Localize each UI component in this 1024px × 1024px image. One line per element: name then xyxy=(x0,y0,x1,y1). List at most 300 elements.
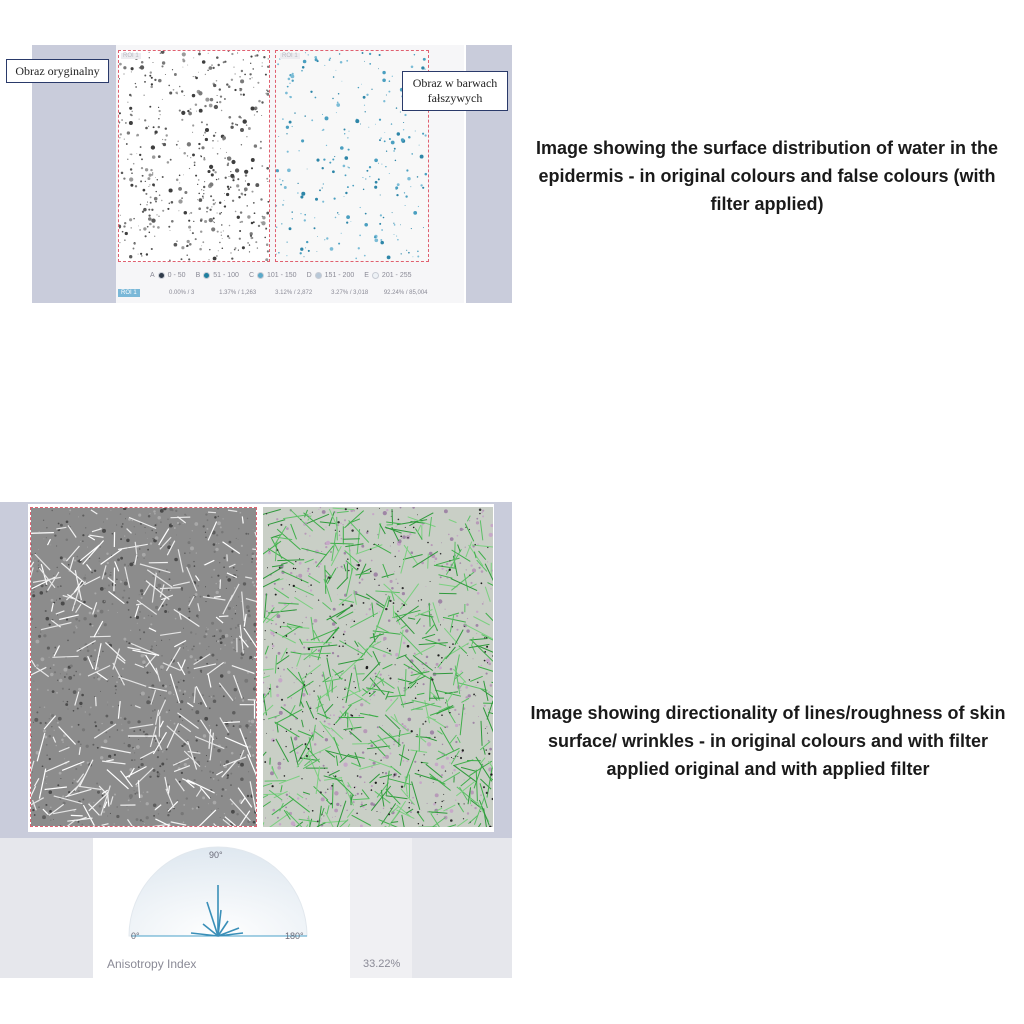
texture-speck xyxy=(294,633,295,634)
texture-speck xyxy=(261,101,263,103)
texture-speck xyxy=(333,608,336,611)
texture-speck xyxy=(198,585,199,586)
texture-speck xyxy=(421,66,424,69)
texture-speck xyxy=(218,543,219,544)
texture-speck xyxy=(198,193,200,195)
texture-speck xyxy=(89,612,92,615)
texture-speck xyxy=(455,799,456,800)
texture-speck xyxy=(324,768,325,769)
legend-item-e xyxy=(364,272,411,279)
texture-speck xyxy=(339,531,340,532)
texture-speck xyxy=(126,641,127,642)
texture-speck xyxy=(387,256,391,260)
texture-speck xyxy=(122,523,123,524)
texture-speck xyxy=(457,675,458,676)
texture-speck xyxy=(149,174,152,177)
texture-speck xyxy=(319,685,320,686)
texture-speck xyxy=(264,673,265,674)
texture-speck xyxy=(33,722,34,723)
texture-speck xyxy=(465,547,466,548)
texture-speck xyxy=(136,818,139,821)
texture-speck xyxy=(287,798,288,799)
texture-speck xyxy=(220,638,222,640)
texture-speck xyxy=(308,586,309,587)
texture-speck xyxy=(162,99,163,100)
texture-speck xyxy=(266,89,268,91)
texture-speck xyxy=(150,542,152,544)
texture-speck xyxy=(252,552,255,555)
texture-speck xyxy=(211,810,212,811)
texture-speck xyxy=(238,596,239,597)
texture-speck xyxy=(459,562,461,564)
texture-speck xyxy=(347,558,348,559)
texture-speck xyxy=(230,186,232,188)
texture-speck xyxy=(149,75,151,77)
texture-speck xyxy=(141,597,143,599)
texture-speck xyxy=(284,775,286,777)
texture-speck xyxy=(198,53,201,56)
texture-speck xyxy=(105,715,108,718)
texture-speck xyxy=(205,630,207,632)
texture-speck xyxy=(364,255,366,257)
texture-speck xyxy=(38,635,41,638)
texture-speck xyxy=(33,681,34,682)
texture-speck xyxy=(282,180,283,181)
texture-speck xyxy=(463,818,464,819)
texture-speck xyxy=(291,821,295,825)
texture-speck xyxy=(366,666,369,669)
texture-speck xyxy=(467,812,469,814)
texture-speck xyxy=(51,510,52,511)
texture-speck xyxy=(315,97,317,99)
texture-speck xyxy=(85,711,86,712)
texture-speck xyxy=(342,604,344,606)
texture-speck xyxy=(66,673,67,674)
texture-speck xyxy=(221,212,222,213)
texture-speck xyxy=(226,152,227,153)
texture-speck xyxy=(266,167,269,170)
texture-speck xyxy=(231,79,233,81)
texture-speck xyxy=(209,182,213,186)
texture-speck xyxy=(198,617,199,618)
texture-speck xyxy=(149,513,150,514)
texture-speck xyxy=(343,763,347,767)
texture-speck xyxy=(65,703,68,706)
texture-speck xyxy=(446,726,448,728)
legend-letter: A xyxy=(150,271,155,279)
texture-speck xyxy=(403,760,405,762)
texture-speck xyxy=(240,657,243,660)
texture-speck xyxy=(348,149,350,151)
texture-speck xyxy=(223,695,225,697)
texture-speck xyxy=(481,570,484,573)
texture-speck xyxy=(241,193,243,195)
texture-speck xyxy=(197,616,198,617)
texture-speck xyxy=(425,586,426,587)
texture-speck xyxy=(251,720,255,724)
texture-speck xyxy=(344,196,345,197)
texture-speck xyxy=(181,119,183,121)
texture-speck xyxy=(151,649,153,651)
texture-speck xyxy=(76,627,78,629)
texture-speck xyxy=(252,754,255,757)
texture-speck xyxy=(220,641,223,644)
texture-speck xyxy=(390,808,391,809)
texture-speck xyxy=(137,557,139,559)
texture-speck xyxy=(409,802,410,803)
texture-speck xyxy=(205,766,206,767)
texture-speck xyxy=(390,753,392,755)
texture-speck xyxy=(369,53,371,55)
texture-speck xyxy=(346,624,347,625)
texture-speck xyxy=(301,778,302,779)
texture-speck xyxy=(130,168,132,170)
texture-speck xyxy=(192,153,195,156)
texture-speck xyxy=(129,794,133,798)
texture-speck xyxy=(389,138,391,140)
texture-speck xyxy=(143,617,145,619)
texture-speck xyxy=(279,823,282,826)
texture-speck xyxy=(192,132,193,133)
texture-speck xyxy=(245,191,246,192)
texture-speck xyxy=(135,185,137,187)
texture-speck xyxy=(66,746,67,747)
texture-speck xyxy=(348,570,350,572)
texture-speck xyxy=(466,603,469,606)
texture-speck xyxy=(305,617,307,619)
texture-speck xyxy=(253,221,255,223)
texture-speck xyxy=(247,795,249,797)
texture-speck xyxy=(247,205,248,206)
texture-speck xyxy=(468,694,471,697)
texture-speck xyxy=(57,680,58,681)
texture-stroke xyxy=(337,517,338,540)
texture-speck xyxy=(398,776,399,777)
texture-speck xyxy=(395,664,396,665)
texture-speck xyxy=(202,796,205,799)
texture-speck xyxy=(133,730,135,732)
texture-speck xyxy=(355,795,356,796)
texture-speck xyxy=(244,187,248,191)
texture-speck xyxy=(408,687,409,688)
texture-speck xyxy=(229,176,230,177)
texture-speck xyxy=(45,805,46,806)
rose-label-180: 180° xyxy=(285,931,304,941)
texture-speck xyxy=(248,745,251,748)
texture-speck xyxy=(189,243,192,246)
texture-speck xyxy=(392,76,393,77)
texture-speck xyxy=(203,197,204,198)
texture-speck xyxy=(148,515,151,518)
texture-speck xyxy=(285,807,287,809)
texture-speck xyxy=(198,703,199,704)
texture-speck xyxy=(178,681,180,683)
texture-speck xyxy=(322,187,323,188)
texture-speck xyxy=(100,587,104,591)
texture-speck xyxy=(469,520,470,521)
texture-speck xyxy=(441,542,442,543)
texture-speck xyxy=(68,688,70,690)
texture-speck xyxy=(101,723,102,724)
texture-speck xyxy=(228,51,230,52)
texture-speck xyxy=(440,576,442,578)
texture-speck xyxy=(402,742,404,744)
texture-speck xyxy=(166,711,168,713)
texture-speck xyxy=(314,743,317,746)
texture-speck xyxy=(342,645,344,647)
texture-speck xyxy=(435,802,437,804)
texture-speck xyxy=(124,564,126,566)
texture-speck xyxy=(464,626,465,627)
texture-speck xyxy=(126,143,128,145)
texture-speck xyxy=(251,558,253,560)
texture-speck xyxy=(407,795,408,796)
texture-speck xyxy=(241,601,242,602)
texture-speck xyxy=(143,189,146,192)
texture-speck xyxy=(353,681,354,682)
texture-speck xyxy=(241,70,243,72)
texture-speck xyxy=(360,124,361,125)
texture-speck xyxy=(477,592,480,595)
texture-speck xyxy=(190,108,192,110)
texture-speck xyxy=(383,637,386,640)
texture-speck xyxy=(341,233,342,234)
texture-speck xyxy=(129,94,131,96)
texture-speck xyxy=(205,532,206,533)
texture-speck xyxy=(57,586,58,587)
texture-speck xyxy=(219,242,220,243)
texture-speck xyxy=(230,628,232,630)
texture-speck xyxy=(477,563,478,564)
texture-speck xyxy=(304,219,306,221)
texture-speck xyxy=(134,752,135,753)
texture-speck xyxy=(154,197,158,201)
texture-speck xyxy=(189,168,190,169)
texture-speck xyxy=(384,140,386,142)
texture-speck xyxy=(240,93,241,94)
texture-speck xyxy=(221,531,224,534)
texture-speck xyxy=(168,611,169,612)
texture-speck xyxy=(191,709,193,711)
texture-speck xyxy=(179,611,180,612)
texture-speck xyxy=(169,710,170,711)
texture-speck xyxy=(369,176,370,177)
texture-speck xyxy=(151,248,153,250)
texture-speck xyxy=(192,94,195,97)
texture-speck xyxy=(304,214,306,216)
texture-speck xyxy=(303,793,304,794)
texture-speck xyxy=(83,657,87,661)
texture-speck xyxy=(115,693,116,694)
texture-speck xyxy=(86,745,89,748)
texture-speck xyxy=(452,643,454,645)
texture-speck xyxy=(248,127,251,130)
texture-speck xyxy=(110,813,111,814)
texture-speck xyxy=(188,650,189,651)
texture-speck xyxy=(152,172,153,173)
texture-speck xyxy=(212,169,214,171)
texture-speck xyxy=(127,809,128,810)
texture-speck xyxy=(167,518,169,520)
texture-speck xyxy=(179,182,180,183)
texture-speck xyxy=(130,154,131,155)
texture-speck xyxy=(137,720,140,723)
texture-speck xyxy=(131,759,133,761)
texture-speck xyxy=(420,184,422,186)
texture-speck xyxy=(141,255,143,257)
texture-speck xyxy=(292,667,293,668)
texture-speck xyxy=(393,150,394,151)
texture-speck xyxy=(164,610,167,613)
texture-speck xyxy=(438,639,441,642)
texture-speck xyxy=(445,727,446,728)
texture-speck xyxy=(385,166,386,167)
texture-stroke xyxy=(303,642,332,643)
texture-speck xyxy=(464,713,465,714)
texture-speck xyxy=(315,198,318,201)
texture-speck xyxy=(442,744,443,745)
texture-speck xyxy=(355,709,356,710)
texture-speck xyxy=(343,634,345,636)
legend-dot-icon xyxy=(315,272,322,279)
texture-speck xyxy=(397,239,399,241)
texture-speck xyxy=(197,184,198,185)
texture-speck xyxy=(207,519,209,521)
texture-speck xyxy=(361,804,363,806)
texture-speck xyxy=(158,107,159,108)
texture-speck xyxy=(231,122,233,124)
texture-speck xyxy=(152,538,153,539)
texture-speck xyxy=(138,225,139,226)
texture-speck xyxy=(196,739,198,741)
texture-speck xyxy=(216,179,217,180)
texture-speck xyxy=(484,660,486,662)
texture-speck xyxy=(110,721,113,724)
texture-speck xyxy=(289,227,292,230)
texture-speck xyxy=(271,610,272,611)
texture-speck xyxy=(357,508,359,510)
texture-speck xyxy=(261,221,265,225)
texture-speck xyxy=(150,71,152,73)
texture-speck xyxy=(124,582,128,586)
texture-speck xyxy=(209,771,211,773)
texture-speck xyxy=(244,74,246,76)
texture-speck xyxy=(277,817,279,819)
texture-speck xyxy=(332,771,333,772)
texture-speck xyxy=(253,68,254,69)
texture-speck xyxy=(188,226,191,229)
texture-speck xyxy=(483,786,485,788)
texture-speck xyxy=(31,771,32,772)
texture-speck xyxy=(325,526,326,527)
texture-speck xyxy=(89,558,90,559)
texture-speck xyxy=(173,89,175,91)
texture-speck xyxy=(292,73,294,75)
texture-speck xyxy=(362,177,363,178)
texture-speck xyxy=(446,757,449,760)
texture-speck xyxy=(153,62,154,63)
texture-speck xyxy=(122,231,124,233)
texture-speck xyxy=(108,755,111,758)
texture-speck xyxy=(276,226,277,228)
texture-speck xyxy=(82,534,84,536)
texture-speck xyxy=(149,776,151,778)
texture-speck xyxy=(441,801,443,803)
roi-badge[interactable]: ROI 1 xyxy=(118,289,140,297)
texture-speck xyxy=(247,518,249,520)
texture-speck xyxy=(150,717,152,719)
texture-speck xyxy=(300,195,303,198)
texture-speck xyxy=(380,194,381,195)
texture-speck xyxy=(160,509,164,513)
texture-speck xyxy=(344,679,345,680)
texture-speck xyxy=(306,596,307,597)
texture-speck xyxy=(94,696,95,697)
texture-speck xyxy=(188,608,189,609)
texture-speck xyxy=(121,119,123,121)
texture-speck xyxy=(52,690,55,693)
texture-speck xyxy=(171,201,174,204)
texture-speck xyxy=(463,529,464,530)
texture-speck xyxy=(327,772,328,773)
texture-speck xyxy=(156,191,157,192)
texture-speck xyxy=(280,524,282,526)
texture-speck xyxy=(217,521,221,525)
texture-speck xyxy=(290,572,292,574)
texture-speck xyxy=(268,693,269,694)
texture-speck xyxy=(223,518,224,519)
texture-speck xyxy=(319,189,321,191)
texture-speck xyxy=(280,626,281,627)
texture-speck xyxy=(275,623,277,625)
texture-speck xyxy=(281,223,282,224)
texture-speck xyxy=(151,77,153,79)
texture-speck xyxy=(374,579,375,580)
texture-speck xyxy=(329,162,331,164)
texture-speck xyxy=(203,193,204,194)
texture-speck xyxy=(386,151,387,152)
texture-speck xyxy=(377,726,379,728)
texture-speck xyxy=(371,785,373,787)
texture-speck xyxy=(311,733,313,735)
texture-speck xyxy=(200,670,202,672)
anisotropy-side-panel xyxy=(350,838,412,978)
texture-speck xyxy=(385,772,387,774)
texture-speck xyxy=(385,608,387,610)
texture-speck xyxy=(149,106,151,108)
texture-speck xyxy=(475,695,476,696)
texture-speck xyxy=(187,110,189,112)
texture-speck xyxy=(114,794,116,796)
texture-speck xyxy=(206,211,207,212)
texture-speck xyxy=(69,509,71,511)
texture-speck xyxy=(474,544,475,545)
texture-speck xyxy=(372,513,374,515)
texture-speck xyxy=(235,613,236,614)
texture-speck xyxy=(148,615,149,616)
texture-speck xyxy=(253,529,254,530)
texture-speck xyxy=(206,649,207,650)
texture-speck xyxy=(104,739,108,743)
texture-speck xyxy=(208,803,209,804)
texture-speck xyxy=(377,811,378,812)
texture-speck xyxy=(397,611,398,612)
texture-speck xyxy=(221,235,222,236)
texture-speck xyxy=(418,206,419,207)
texture-speck xyxy=(139,154,141,156)
texture-speck xyxy=(73,631,75,633)
texture-speck xyxy=(398,519,400,521)
